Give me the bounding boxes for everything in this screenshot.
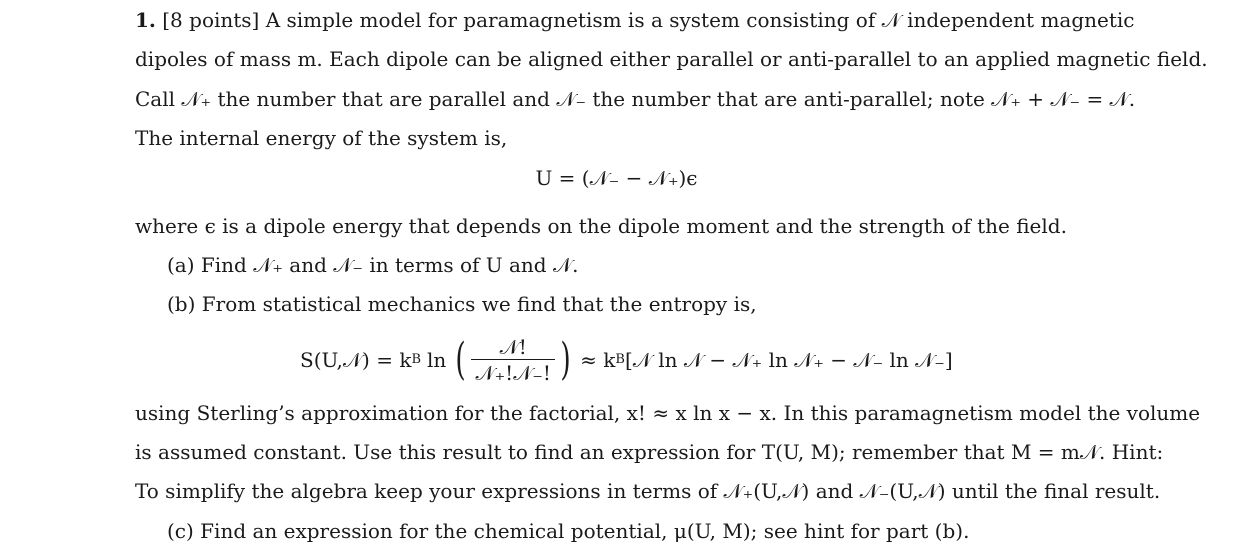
problem-line-1 — [135, 7, 1135, 33]
problem-number: 1. — [135, 8, 156, 32]
right-paren: ) — [560, 334, 571, 385]
entropy-equation: S(U,𝒩) = k B ln ( $\frac{\text{𝒩!}}{\text{𝒩₊!𝒩₋!}}$ ) ≈ k B [𝒩 ln 𝒩 − 𝒩₊ ln 𝒩₊ − 𝒩₋ ln 𝒩₋] — [300, 334, 953, 385]
problem-line-3: Call 𝒩₊ the number that are parallel and 𝒩₋ the number that are anti-parallel; note 𝒩₊ + 𝒩₋ = 𝒩. — [135, 87, 1136, 111]
problem-line-4: The internal energy of the system is, — [135, 126, 508, 150]
left-paren: ( — [455, 334, 467, 385]
sterling-line-1: using Sterling’s approximation for the factorial, x! ≈ x ln x − x. In this paramagnetism model the volume — [135, 401, 1201, 425]
entropy-rhs: [𝒩 ln 𝒩 − 𝒩₊ ln 𝒩₊ − 𝒩₋ ln 𝒩₋] — [624, 348, 953, 372]
fraction-denominator: 𝒩₊!𝒩₋! — [471, 359, 555, 384]
energy-explanation: where ϵ is a dipole energy that depends on the dipole moment and the strength of the field. — [135, 214, 1067, 238]
entropy-lhs: S(U,𝒩) = k — [300, 348, 412, 372]
energy-equation: U = (𝒩₋ − 𝒩₊)ϵ — [535, 166, 698, 190]
problem-line-2: dipoles of mass m. Each dipole can be aligned either parallel or anti-parallel to an applied magnetic field. — [135, 47, 1208, 71]
part-a: (a) Find 𝒩₊ and 𝒩₋ in terms of U and 𝒩. — [167, 253, 579, 277]
sterling-line-2: is assumed constant. Use this result to find an expression for T(U, M); remember that M = m𝒩. Hint: — [135, 440, 1164, 464]
part-b-intro: (b) From statistical mechanics we find that the entropy is, — [167, 292, 757, 316]
fraction-numerator: 𝒩! — [499, 335, 527, 359]
sterling-line-3: To simplify the algebra keep your expressions in terms of 𝒩₊(U,𝒩) and 𝒩₋(U,𝒩) until the final result. — [135, 479, 1161, 503]
entropy-fraction — [471, 336, 555, 384]
entropy-rhs-prefix: ≈ k — [580, 348, 616, 372]
problem-text-line-1: [8 points] A simple model for paramagnetism is a system consisting of 𝒩 independent magnetic — [162, 8, 1135, 32]
part-c: (c) Find an expression for the chemical potential, μ(U, M); see hint for part (b). — [167, 519, 970, 543]
entropy-ln: ln — [427, 348, 447, 372]
